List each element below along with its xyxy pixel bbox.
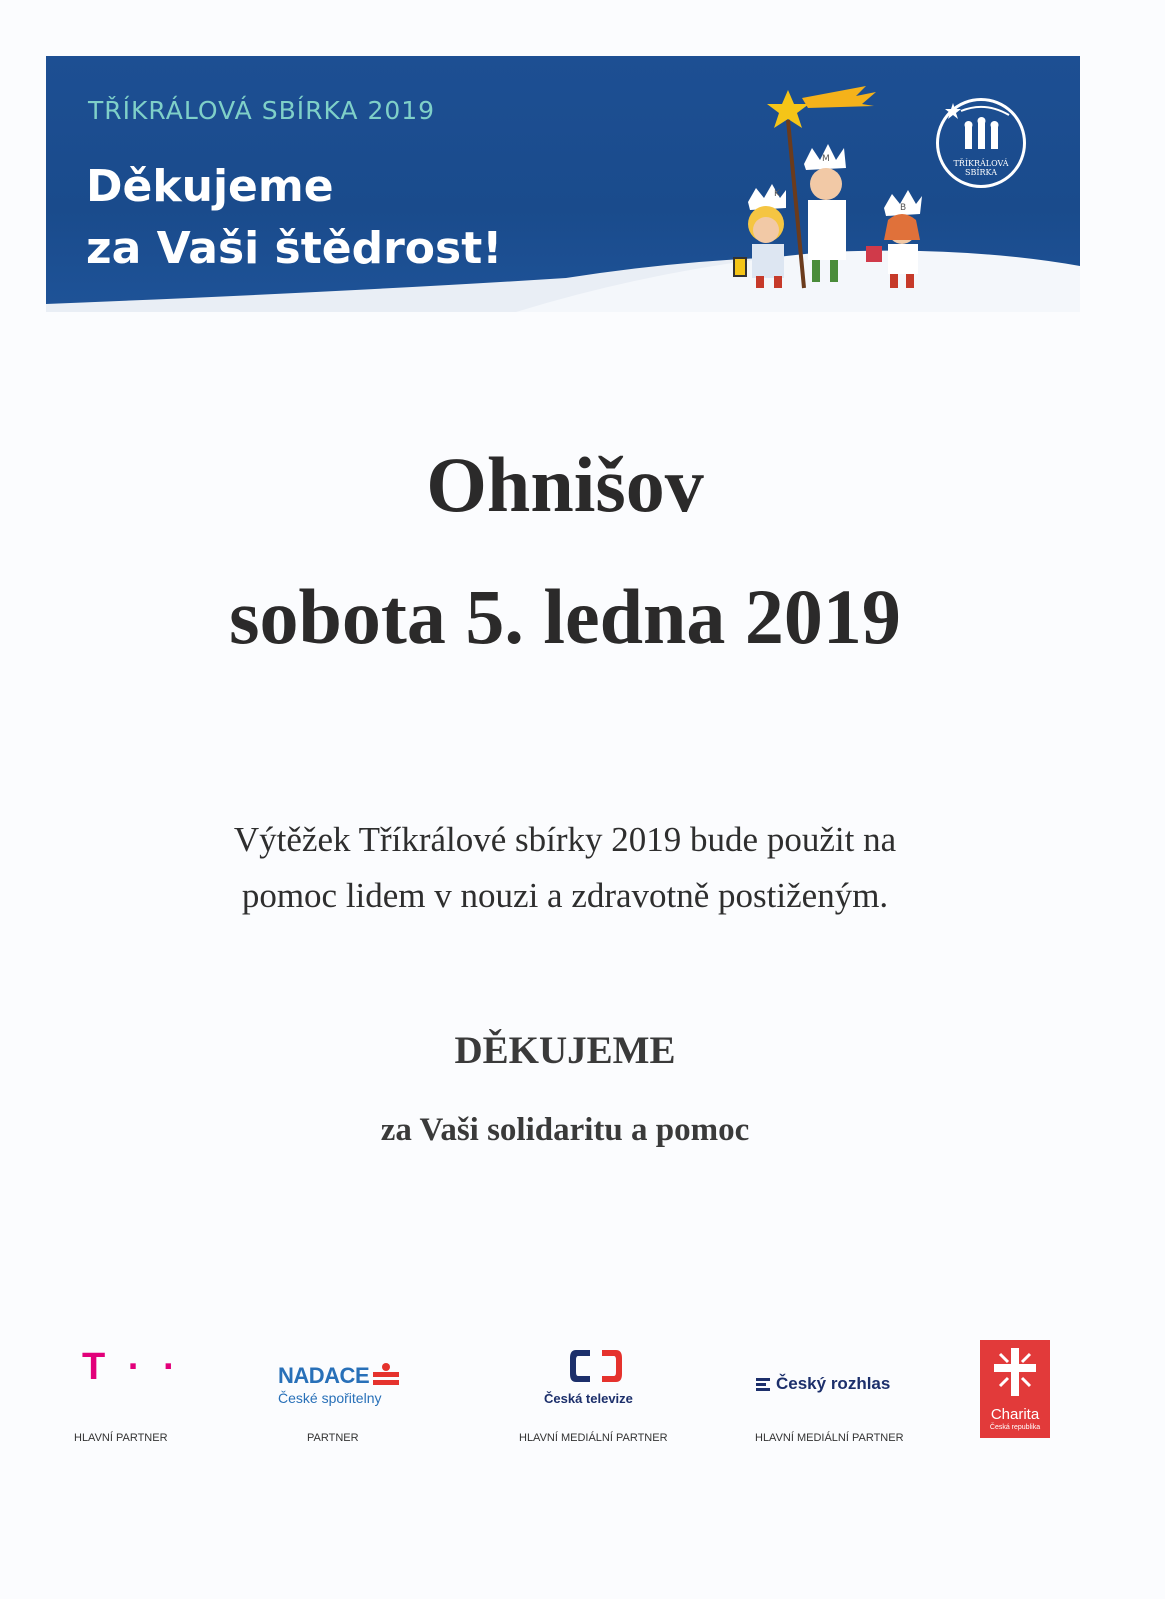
trikralova-sbirka-emblem: [936, 98, 1026, 188]
charita-logo: [980, 1340, 1050, 1438]
nadace-partner: [278, 1362, 401, 1406]
charita-subtitle: Česká republika: [989, 1424, 1041, 1431]
telekom-partner: [82, 1346, 182, 1389]
charita-name: Charita: [990, 1406, 1040, 1423]
ceska-televize-icon: [566, 1346, 626, 1386]
partner-role-label: HLAVNÍ MEDIÁLNÍ PARTNER: [755, 1432, 904, 1444]
telekom-logo: T · ·: [82, 1346, 182, 1388]
crown-letter-m: M: [822, 154, 830, 164]
thanks-heading: DĚKUJEME: [454, 1029, 676, 1072]
partner-role-label: PARTNER: [307, 1432, 359, 1444]
campaign-banner: [46, 56, 1080, 312]
date-heading: sobota 5. ledna 2019: [229, 573, 901, 660]
body-paragraph: [0, 812, 1130, 924]
emblem-crowns-icon: [939, 101, 1023, 161]
banner-title-line2: za Vaši štědrost!: [86, 223, 503, 274]
partner-role-label: HLAVNÍ MEDIÁLNÍ PARTNER: [519, 1432, 668, 1444]
three-kings-illustration: [716, 68, 936, 298]
nadace-subtitle: České spořitelny: [278, 1390, 382, 1406]
place-heading: Ohnišov: [426, 441, 704, 528]
cesky-rozhlas-partner: [756, 1374, 890, 1394]
cesky-rozhlas-name: Český rozhlas: [776, 1374, 891, 1393]
charita-cross-icon: [980, 1340, 1050, 1404]
emblem-text-line2: SBÍRKA: [965, 168, 997, 177]
ceska-televize-partner: [544, 1346, 633, 1406]
banner-title-line1: Děkujeme: [86, 161, 334, 212]
emblem-text-line1: TŘÍKRÁLOVÁ: [953, 159, 1009, 168]
body-line2: pomoc lidem v nouzi a zdravotně postiženým.: [241, 876, 889, 915]
cesky-rozhlas-icon: [756, 1376, 772, 1392]
crown-letter-b: B: [900, 203, 907, 213]
emblem-text: [939, 159, 1023, 177]
crown-letter-k: K: [774, 189, 780, 199]
body-line1: Výtěžek Tříkrálové sbírky 2019 bude použit na: [233, 820, 897, 859]
partner-role-label: HLAVNÍ PARTNER: [74, 1432, 168, 1444]
banner-subtitle: TŘÍKRÁLOVÁ SBÍRKA 2019: [88, 96, 436, 125]
banner-title: [86, 156, 502, 280]
thanks-subheading: za Vaši solidaritu a pomoc: [380, 1112, 750, 1148]
nadace-cs-logo: [278, 1362, 401, 1390]
cesky-rozhlas-logo: [756, 1374, 890, 1394]
nadace-name: NADACE: [278, 1363, 370, 1388]
ceska-televize-name: Česká televize: [544, 1391, 633, 1406]
ceska-sporitelna-icon: [371, 1362, 401, 1390]
